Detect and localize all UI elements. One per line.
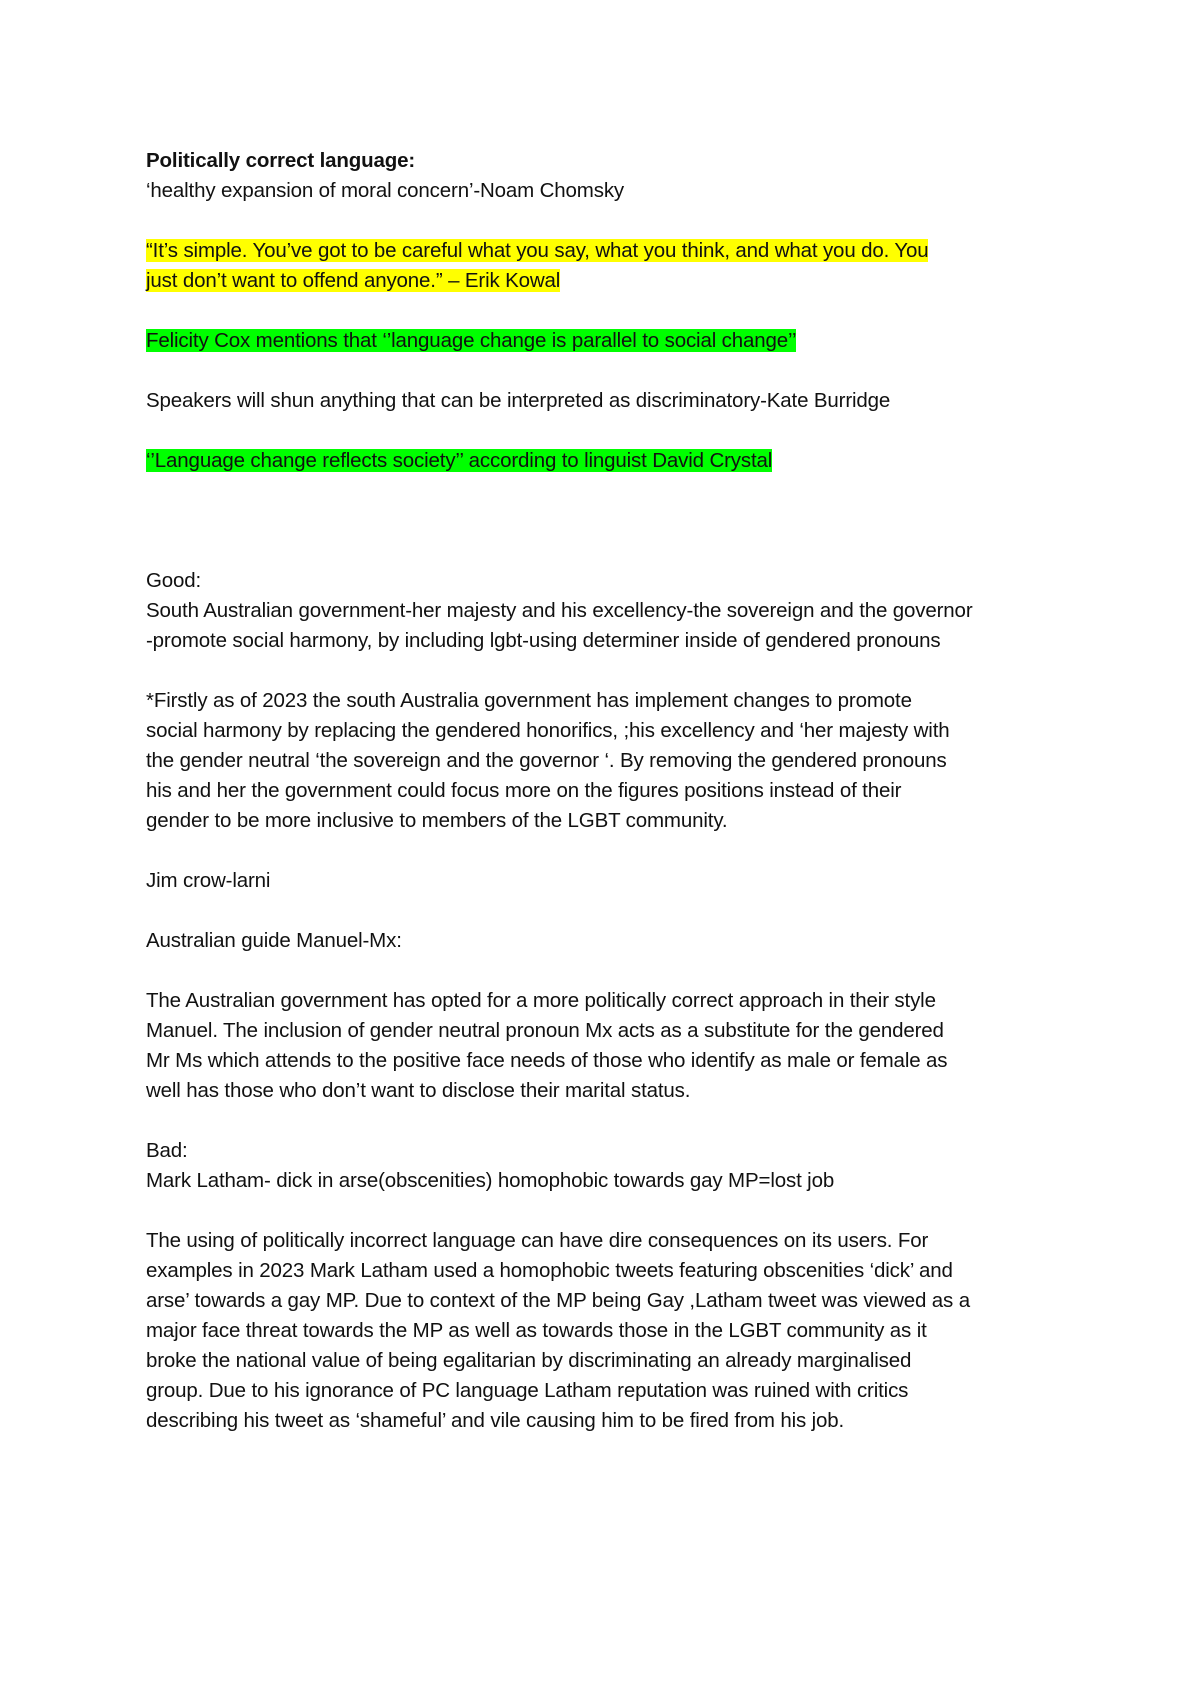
sa-government-paragraph [146,686,1066,836]
paragraph-line: group. Due to his ignorance of PC language Latham reputation was ruined with critics [146,1379,909,1402]
chomsky-quote: ‘healthy expansion of moral concern’-Noam Chomsky [146,179,625,202]
paragraph-line: broke the national value of being egalitarian by discriminating an already marginalised [146,1349,912,1372]
good-summary-line-1: South Australian government-her majesty and his excellency-the sovereign and the governor [146,599,973,622]
spacer [146,206,1066,236]
green-highlight: ‘’Language change reflects society’’ according to linguist David Crystal [146,449,773,472]
paragraph-line: well has those who don’t want to disclose their marital status. [146,1079,691,1102]
jim-crow-note: Jim crow-larni [146,869,271,892]
spacer [146,296,1066,326]
paragraph-line: major face threat towards the MP as well as towards those in the LGBT community as it [146,1319,927,1342]
style-guide-paragraph [146,986,1066,1106]
spacer [146,536,1066,566]
spacer [146,416,1066,446]
spacer [146,476,1066,506]
latham-paragraph [146,1226,1066,1436]
yellow-highlight: just don’t want to offend anyone.” – Erik Kowal [146,269,561,292]
paragraph-line: Manuel. The inclusion of gender neutral pronoun Mx acts as a substitute for the gendered [146,1019,944,1042]
spacer [146,956,1066,986]
spacer [146,836,1066,866]
paragraph-line: *Firstly as of 2023 the south Australia government has implement changes to promote [146,689,912,712]
spacer [146,1106,1066,1136]
guide-heading: Australian guide Manuel-Mx: [146,929,402,952]
paragraph-line: The using of politically incorrect language can have dire consequences on its users. For [146,1229,929,1252]
paragraph-line: gender to be more inclusive to members of the LGBT community. [146,809,728,832]
bad-heading: Bad: [146,1139,188,1162]
document-title: Politically correct language: [146,149,416,172]
paragraph-line: examples in 2023 Mark Latham used a homophobic tweets featuring obscenities ‘dick’ and [146,1259,953,1282]
crystal-quote [146,446,1066,476]
kowal-quote-line-1 [146,236,1066,266]
green-highlight: Felicity Cox mentions that ‘’language change is parallel to social change’’ [146,329,797,352]
good-summary-line-2: -promote social harmony, by including lgbt-using determiner inside of gendered pronouns [146,629,941,652]
paragraph-line: Mr Ms which attends to the positive face needs of those who identify as male or female as [146,1049,948,1072]
paragraph-line: social harmony by replacing the gendered honorifics, ;his excellency and ‘her majesty with [146,719,950,742]
spacer [146,896,1066,926]
spacer [146,506,1066,536]
burridge-quote: Speakers will shun anything that can be interpreted as discriminatory-Kate Burridge [146,389,891,412]
paragraph-line: The Australian government has opted for a more politically correct approach in their style [146,989,936,1012]
good-heading: Good: [146,569,202,592]
spacer [146,656,1066,686]
spacer [146,356,1066,386]
cox-quote [146,326,1066,356]
bad-summary-line: Mark Latham- dick in arse(obscenities) homophobic towards gay MP=lost job [146,1169,835,1192]
spacer [146,1196,1066,1226]
paragraph-line: the gender neutral ‘the sovereign and the governor ‘. By removing the gendered pronouns [146,749,947,772]
kowal-quote-line-2 [146,266,1066,296]
yellow-highlight: “It’s simple. You’ve got to be careful what you say, what you think, and what you do. You [146,239,929,262]
document-body [146,146,1066,1436]
paragraph-line: describing his tweet as ‘shameful’ and vile causing him to be fired from his job. [146,1409,845,1432]
paragraph-line: his and her the government could focus more on the figures positions instead of their [146,779,902,802]
paragraph-line: arse’ towards a gay MP. Due to context of the MP being Gay ,Latham tweet was viewed as a [146,1289,970,1312]
